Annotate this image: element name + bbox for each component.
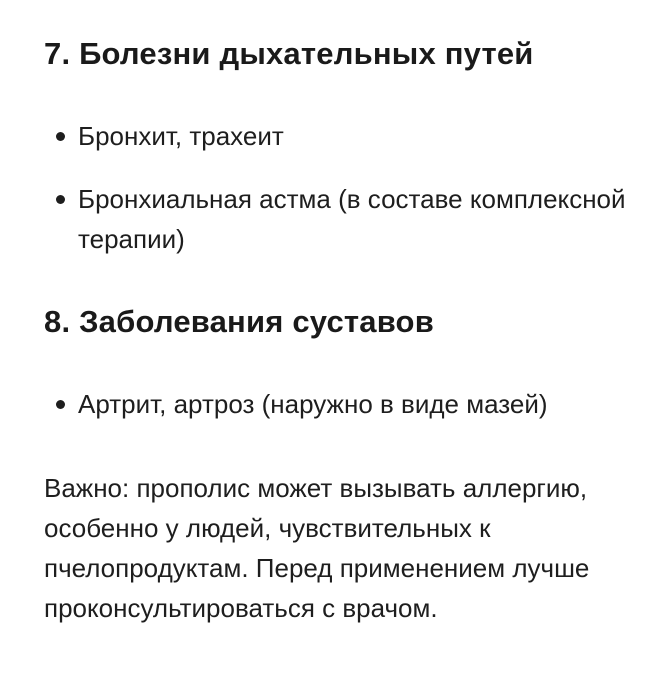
warning-note: Важно: прополис может вызывать аллергию, особенно у людей, чувствительных к пчелопродуктам. Перед применением лучше проконсультироваться с врачом. [44, 473, 590, 623]
section-heading-joints: 8. Заболевания суставов [44, 304, 434, 339]
section-heading-respiratory: 7. Болезни дыхательных путей [44, 36, 534, 71]
bullet-icon [56, 195, 65, 204]
bullet-icon [56, 132, 65, 141]
bullet-icon [56, 400, 65, 409]
list-item [44, 179, 659, 259]
list-item-text: Бронхиальная астма (в составе комплексной терапии) [78, 184, 626, 254]
list-item [44, 116, 659, 156]
list-item-text: Артрит, артроз (наружно в виде мазей) [78, 389, 548, 419]
list-item-text: Бронхит, трахеит [78, 121, 284, 151]
respiratory-list [44, 116, 659, 259]
joints-list [44, 384, 659, 424]
list-item [44, 384, 659, 424]
